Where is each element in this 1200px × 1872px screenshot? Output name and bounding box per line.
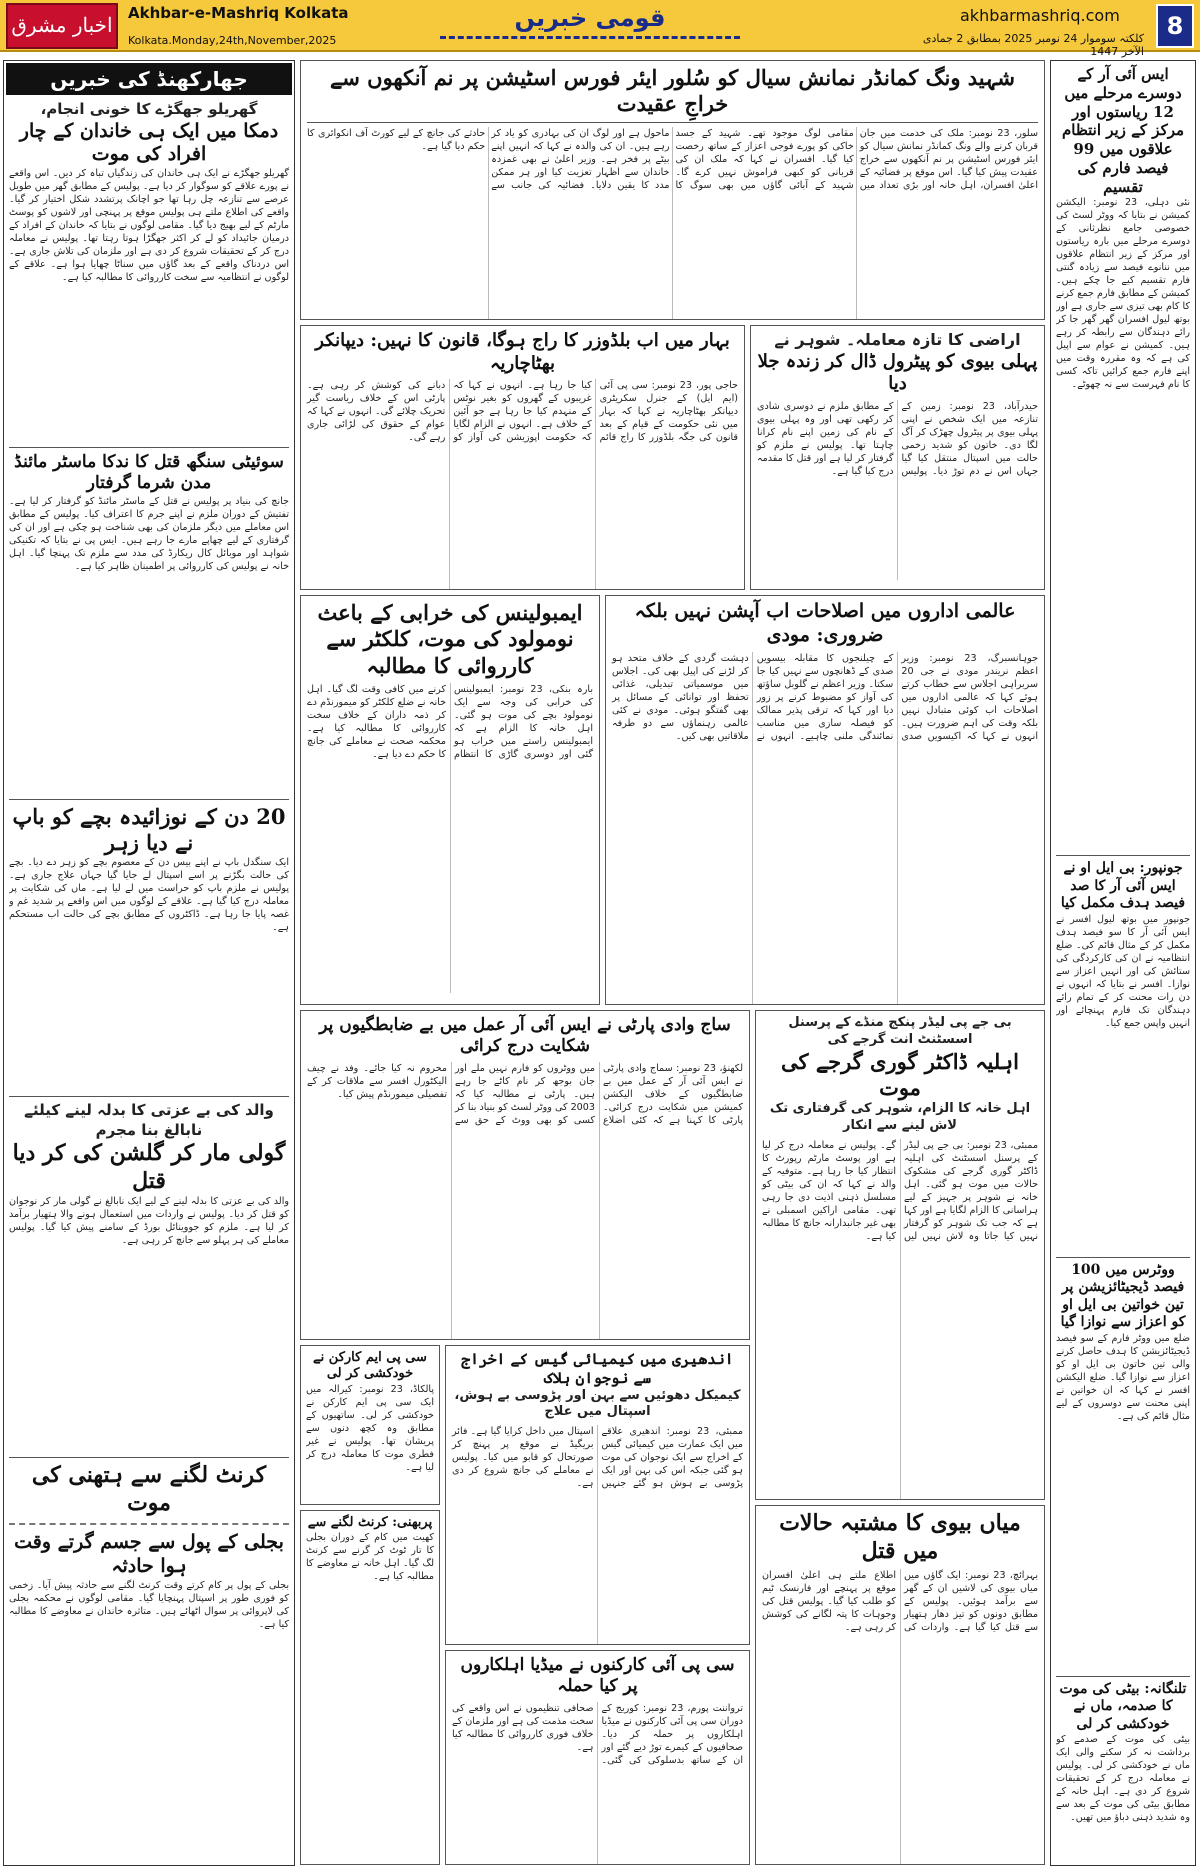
headline: سوئیٹی سنگھ قتل کا ندکا ماسٹر مائنڈ مدن شرما گرفتار (14, 452, 284, 494)
article-body: بیٹی کی موت کے صدمے کو برداشت نہ کر سکنے والی ایک ماں نے خودکشی کر لی۔ پولیس نے معاملہ درج کر کے تحقیقات شروع کر دی ہے۔ اہل خانہ کے مطابق بیٹی کی موت کے بعد سے وہ شدید ذہنی دباؤ میں تھیں۔ (1056, 1734, 1190, 1824)
headline: پہلی بیوی کو پیٹرول ڈال کر زندہ جلا دیا (757, 350, 1038, 395)
headline: ایمبولینس کی خرابی کے باعث نومولود کی موت، کلکٹر سے کارروائی کا مطالبہ (317, 600, 583, 678)
headline: میاں بیوی کا مشتبہ حالات میں قتل (779, 1510, 1021, 1564)
article-body: جونپور میں بوتھ لیول افسر نے ایس آئی آر کا سو فیصد ہدف مکمل کر کے مثال قائم کی۔ ضلع انتظامیہ نے ان کی کارکردگی کی ستائش کی اور انہیں اعزاز سے نوازا۔ افسر نے بتایا کہ انہوں نے دن رات محنت کر کے تمام رائے دہندگان تک فارم پہنچائے اور انہیں واپس جمع کیا۔ (1056, 913, 1190, 1029)
section-title: قومی خبریں (514, 4, 666, 32)
article-body: گھریلو جھگڑے نے ایک ہی خاندان کی زندگیاں تباہ کر دیں۔ اس واقعے نے پورے علاقے کو سوگوار کر دیا ہے۔ پولیس کے مطابق گھر میں طویل عرصے سے تنازعہ چل رہا تھا جو اچانک پرتشدد شکل اختیار کر گیا۔ واقعے کی اطلاع ملتے ہی پولیس موقع پر پہنچی اور لاشوں کو پوسٹ مارٹم کے لیے بھیج دیا گیا۔ مقامی لوگوں نے بتایا کہ خاندان کے افراد کے درمیان جائیداد کو لے کر اکثر جھگڑا ہوتا رہتا تھا۔ پولیس نے معاملہ درج کر کے تحقیقات شروع کر دی ہے اور ملزمان کی تلاش جاری ہے۔ اس دردناک واقعے کے بعد گاؤں میں سناٹا چھایا ہوا ہے۔ علاقے کے لوگوں نے انتظامیہ سے سخت کارروائی کا مطالبہ کیا ہے۔ (9, 168, 289, 283)
current-story (300, 1510, 440, 1865)
headline: شہید ونگ کمانڈر نمانش سیال کو سُلور ایئر فورس اسٹیشن پر نم آنکھوں سے خراجِ عقیدت (329, 65, 1016, 117)
sp-story (300, 1010, 750, 1340)
article-body: ممبئی، 23 نومبر: بی جے پی لیڈر کے پرسنل اسسٹنٹ کی اہلیہ ڈاکٹر گوری گرجے کی مشکوک حالات میں موت ہو گئی۔ اہل خانہ نے شوہر پر جہیز کے لیے ہراسانی کا الزام لگایا ہے اور کہا ہے کہ جب تک شوہر کو گرفتار نہیں کیا جاتا وہ لاش نہیں لیں گے۔ پولیس نے معاملہ درج کر لیا ہے اور پوسٹ مارٹم رپورٹ کا انتظار کیا جا رہا ہے۔ متوفیہ کے والد نے کہا کہ ان کی بیٹی کو مسلسل ذہنی اذیت دی جا رہی تھی۔ مقامی اراکین اسمبلی نے بھی غیر جانبدارانہ جانچ کا مطالبہ کیا ہے۔ (762, 1140, 1038, 1243)
article-body: ممبئی، 23 نومبر: اندھیری علاقے میں ایک عمارت میں کیمیائی گیس کے اخراج سے ایک نوجوان کی موت ہو گئی جبکہ اس کی بہن اور ایک پڑوسی بے ہوش ہو گئے جنہیں اسپتال میں داخل کرایا گیا ہے۔ فائر بریگیڈ نے موقع پر پہنچ کر صورتحال کو قابو میں کیا۔ پولیس نے معاملے کی جانچ شروع کر دی ہے۔ (452, 1426, 744, 1490)
headline: گولی مار کر گلشن کی کر دیا قتل (12, 1140, 286, 1194)
jharkhand-news-column (3, 60, 295, 1866)
headline: جونپور: بی ایل او نے ایس آئی آر کا صد فیصد ہدف مکمل کیا (1060, 860, 1186, 912)
gas-story (445, 1345, 750, 1645)
ambulance-story (300, 595, 600, 1005)
bihar-story (300, 325, 745, 590)
headline: دمکا میں ایک ہی خاندان کے چار افراد کی موت (19, 119, 279, 166)
headline: تلنگانہ: بیٹی کی موت کا صدمہ، ماں نے خودکشی کر لی (1059, 1680, 1187, 1732)
article-body: جوہانسبرگ، 23 نومبر: وزیر اعظم نریندر مودی نے جی 20 سربراہی اجلاس سے خطاب کرتے ہوئے کہا کہ عالمی اداروں میں اصلاحات اب کوئی متبادل نہیں بلکہ وقت کی اہم ضرورت ہیں۔ انہوں نے کہا کہ اکیسویں صدی کے چیلنجوں کا مقابلہ بیسویں صدی کے ڈھانچوں سے نہیں کیا جا سکتا۔ وزیر اعظم نے گلوبل ساؤتھ کی آواز کو مضبوط کرنے پر زور دیا اور کہا کہ ترقی پذیر ممالک کو فیصلہ سازی میں مناسب نمائندگی ملنی چاہیے۔ انہوں نے دہشت گردی کے خلاف متحد ہو کر لڑنے کی اپیل بھی کی۔ اجلاس میں موسمیاتی تبدیلی، غذائی تحفظ اور توانائی کے مسائل پر بھی گفتگو ہوئی۔ مودی نے کئی عالمی رہنماؤں سے دو طرفہ ملاقاتیں بھی کیں۔ (612, 652, 1038, 742)
english-date: Kolkata.Monday,24th,November,2025 (128, 34, 337, 47)
article-body: والد کی بے عزتی کا بدلہ لینے کے لیے ایک نابالغ نے گولی مار کر نوجوان کو قتل کر دیا۔ پولیس نے واردات میں استعمال ہونے والا ہتھیار برآمد کر لیا ہے۔ ملزم کو جووینائل بورڈ کے سامنے پیش کیا گیا۔ پولیس معاملے کی ہر پہلو سے جانچ کر رہی ہے۔ (9, 1196, 289, 1246)
article-body: جانچ کی بنیاد پر پولیس نے قتل کے ماسٹر مائنڈ کو گرفتار کر لیا ہے۔ تفتیش کے دوران ملزم نے اپنے جرم کا اعتراف کیا۔ پولیس کے مطابق اس معاملے میں دیگر ملزمان کی بھی شناخت ہو چکی ہے اور ان کی گرفتاری کے لیے چھاپے مارے جا رہے ہیں۔ ایس پی نے بتایا کہ تکنیکی شواہد اور موبائل کال ریکارڈ کی مدد سے ملزم تک پہنچا گیا۔ اہل خانہ نے پولیس کی کارروائی پر اطمینان ظاہر کیا ہے۔ (9, 495, 289, 572)
masthead (0, 0, 1200, 58)
headline: ووٹرس میں 100 فیصد ڈیجیٹائزیشن پر تین خواتین بی ایل او کو اعزاز سے نوازا گیا (1060, 1261, 1186, 1331)
article-body: بہرائچ، 23 نومبر: ایک گاؤں میں میاں بیوی کی لاشیں ان کے گھر سے برآمد ہوئیں۔ پولیس کے مطابق دونوں کو تیز دھار ہتھیار سے قتل کیا گیا ہے۔ واردات کی اطلاع ملتے ہی اعلیٰ افسران موقع پر پہنچے اور فارنسک ٹیم کو طلب کیا گیا۔ پولیس قتل کی وجوہات کا پتہ لگانے کی کوشش کر رہی ہے۔ (762, 1570, 1038, 1633)
article-body: بارہ بنکی، 23 نومبر: ایمبولینس کی خرابی کی وجہ سے ایک نومولود بچے کی موت ہو گئی۔ اہل خانہ کا الزام ہے کہ ایمبولینس راستے میں خراب ہو گئی اور دوسری گاڑی کا انتظام کرنے میں کافی وقت لگ گیا۔ اہل خانہ نے ضلع کلکٹر کو میمورنڈم دے کر ذمہ داران کے خلاف سخت کارروائی کا مطالبہ کیا ہے۔ محکمہ صحت نے معاملے کی جانچ کا حکم دے دیا ہے۔ (307, 683, 593, 760)
modi-story (605, 595, 1045, 1005)
headline: ایس آئی آر کے دوسرے مرحلے میں 12 ریاستوں اور مرکز کے زیر انتظام علاقوں میں 99 فیصد فارم کی تقسیم (1061, 65, 1185, 196)
headline: اہلیہ ڈاکٹر گوری گرجے کی موت (781, 1048, 1019, 1101)
headline-kicker: والد کی بے عزتی کا بدلہ لینے کیلئے نابالغ بنا مجرم (24, 1101, 274, 1139)
headline-kicker: بی جے پی لیڈر پنکج منڈے کے پرسنل اسسٹنٹ انت گرجے کی (788, 1015, 1012, 1047)
article-body: کھیت میں کام کے دوران بجلی کا تار ٹوٹ کر گرنے سے کرنٹ لگ گیا۔ اہل خانہ نے معاوضے کا مطالبہ کیا ہے۔ (306, 1532, 434, 1583)
article-body: نئی دہلی، 23 نومبر: الیکشن کمیشن نے بتایا کہ ووٹر لسٹ کی خصوصی جامع نظرثانی کے دوسرے مرحلے میں بارہ ریاستوں اور مرکز کے زیر انتظام علاقوں میں ننانوے فیصد سے زیادہ گنتی فارم تقسیم کیے جا چکے ہیں۔ کمیشن کے مطابق فارم جمع کرنے کا کام بھی تیزی سے جاری ہے اور بوتھ لیول افسران گھر گھر جا کر رائے دہندگان سے رابطہ کر رہے ہیں۔ کمیشن نے عوام سے اپیل کی ہے کہ وہ مقررہ وقت میں اپنے فارم جمع کرائیں تاکہ کسی کا نام فہرست سے نہ چھوٹے۔ (1056, 197, 1190, 391)
sub-headline: اہل خانہ کا الزام، شوہر کی گرفتاری تک لاش لینے سے انکار (769, 1101, 1031, 1134)
article-body: ضلع میں ووٹر فارم کے سو فیصد ڈیجیٹائزیشن کا ہدف حاصل کرنے والی تین خاتون بی ایل او کو اعزاز سے نوازا گیا۔ ضلع الیکشن افسر نے کہا کہ ان خواتین نے اپنی محنت سے دوسروں کے لیے مثال قائم کی ہے۔ (1056, 1332, 1190, 1422)
sub-headline: کیمیکل دھوئیں سے بہن اور پڑوسی بے ہوش، اسپتال میں علاج (454, 1387, 741, 1420)
headline: بہار میں اب بلڈوزر کا راج ہوگا، قانون کا نہیں: دیپانکر بھٹاچاریہ (315, 330, 730, 374)
headline: 20 دن کے نوزائیدہ بچے کو باپ نے دیا زہر (12, 803, 286, 855)
headline: اندھیری میں کیمیائی گیس کے اخراج سے نوجوان ہلاک (461, 1350, 734, 1387)
article-body: ایک سنگدل باپ نے اپنے بیس دن کے معصوم بچے کو زہر دے دیا۔ بچے کی حالت بگڑنے پر اسے اسپتال لے جایا گیا جہاں علاج جاری ہے۔ پولیس نے ملزم باپ کو حراست میں لے لیا ہے۔ ماں کی شکایت پر معاملہ درج کیا گیا ہے۔ علاقے کے لوگوں میں اس واقعے پر شدید غم و غصہ پایا جا رہا ہے۔ ڈاکٹروں کے مطابق بچے کی حالت اب مستحکم ہے۔ (9, 857, 289, 933)
urdu-date: کلکتہ سوموار 24 نومبر 2025 بمطابق 2 جمادی الآخر 1447 (922, 32, 1144, 58)
title-underline (440, 36, 740, 39)
top-story (300, 60, 1045, 320)
paper-name: Akhbar-e-Mashriq Kolkata (128, 4, 349, 22)
arson-story (750, 325, 1045, 590)
jharkhand-banner: جھارکھنڈ کی خبریں (6, 63, 292, 95)
logo: اخبار مشرق (6, 3, 118, 49)
article-body: حیدرآباد، 23 نومبر: زمین کے تنازعہ میں ایک شخص نے اپنی پہلی بیوی پر پیٹرول چھڑک کر آگ لگا دی۔ خاتون کو شدید زخمی حالت میں اسپتال منتقل کیا گیا جہاں اس نے دم توڑ دیا۔ پولیس کے مطابق ملزم نے دوسری شادی کر رکھی تھی اور وہ پہلی بیوی کے نام کی زمین اپنے نام کرانا چاہتا تھا۔ پولیس نے ملزم کو گرفتار کر لیا ہے اور قتل کا مقدمہ درج کیا گیا ہے۔ (757, 400, 1038, 477)
headline: ساج وادی پارٹی نے ایس آئی آر عمل میں بے ضابطگیوں پر شکایت درج کرائی (319, 1015, 731, 1057)
article-body: لکھنؤ، 23 نومبر: سماج وادی پارٹی نے ایس آئی آر کے عمل میں بے ضابطگیوں کے خلاف الیکشن کمیشن میں شکایت درج کرائی۔ پارٹی کا کہنا ہے کہ کئی اضلاع میں ووٹروں کو فارم نہیں ملے اور جان بوجھ کر نام کاٹے جا رہے ہیں۔ پارٹی نے مطالبہ کیا کہ 2003 کی ووٹر لسٹ کو بنیاد بنا کر کسی کو بھی ووٹ کے حق سے محروم نہ کیا جائے۔ وفد نے چیف الیکٹورل افسر سے ملاقات کر کے تفصیلی میمورنڈم پیش کیا۔ (307, 1062, 744, 1126)
article-body: سلور، 23 نومبر: ملک کی خدمت میں جان قربان کرنے والے ونگ کمانڈر نمانش سیال کو ایئر فورس اسٹیشن پر نم آنکھوں سے خراج عقیدت پیش کیا گیا۔ اس موقع پر فضائیہ کے اعلیٰ افسران، اہل خانہ اور بڑی تعداد میں مقامی لوگ موجود تھے۔ شہید کے جسد خاکی کو پورے فوجی اعزاز کے ساتھ رخصت کیا گیا۔ افسران نے کہا کہ ملک ان کی قربانی کو کبھی فراموش نہیں کرے گا۔ شہید کے آبائی گاؤں میں بھی سوگ کا ماحول ہے اور لوگ ان کی بہادری کو یاد کر رہے ہیں۔ ان کی والدہ نے کہا کہ انہیں اپنے بیٹے پر فخر ہے۔ وزیر اعلیٰ نے بھی غمزدہ خاندان سے اظہار تعزیت کیا اور ہر ممکن مدد کا یقین دلایا۔ فضائیہ کی جانب سے حادثے کی جانچ کے لیے کورٹ آف انکوائری کا حکم دیا گیا ہے۔ (307, 127, 1038, 191)
couple-story (755, 1505, 1045, 1865)
cpm-story (300, 1345, 440, 1505)
site-url[interactable]: akhbarmashriq.com (960, 6, 1120, 25)
headline: کرنٹ لگنے سے ہتھنی کی موت (31, 1462, 267, 1516)
doctor-story (755, 1010, 1045, 1500)
headline-kicker: اراضی کا تازہ معاملہ۔ شوہر نے (774, 330, 1021, 349)
headline: سی پی آئی کارکنوں نے میڈیا اہلکاروں پر کیا حملہ (460, 1655, 735, 1697)
article-body: حاجی پور، 23 نومبر: سی پی آئی (ایم ایل) کے جنرل سکریٹری دیپانکر بھٹاچاریہ نے کہا کہ بہار میں نئی حکومت کے قیام کے بعد قانون کی جگہ بلڈوزر کا راج قائم کیا جا رہا ہے۔ انہوں نے کہا کہ غریبوں کے گھروں کو بغیر نوٹس کے منہدم کیا جا رہا ہے جو آئین کے خلاف ہے۔ انہوں نے الزام لگایا کہ حکومت اپوزیشن کی آواز کو دبانے کی کوشش کر رہی ہے۔ پارٹی اس کے خلاف ریاست گیر تحریک چلائے گی۔ انہوں نے کہا کہ عوام کے حقوق کی لڑائی جاری رہے گی۔ (307, 380, 738, 443)
article-body: پالکاڈ، 23 نومبر: کیرالہ میں ایک سی پی ایم کارکن نے خودکشی کر لی۔ ساتھیوں کے مطابق وہ کچھ دنوں سے پریشان تھا۔ پولیس نے غیر فطری موت کا معاملہ درج کر لیا ہے۔ (306, 1383, 434, 1473)
headline: عالمی اداروں میں اصلاحات اب آپشن نہیں بلکہ ضروری: مودی (634, 600, 1016, 646)
page-number: 8 (1156, 4, 1194, 48)
headline: بجلی کے پول سے جسم گرتے وقت ہوا حادثہ (14, 1531, 284, 1577)
article-body: بجلی کے پول پر کام کرتے وقت کرنٹ لگنے سے حادثہ پیش آیا۔ زخمی کو فوری طور پر اسپتال پہنچایا گیا۔ مقامی لوگوں نے محکمہ بجلی کی لاپروائی پر سوال اٹھائے ہیں۔ متاثرہ خاندان نے معاوضے کا مطالبہ کیا ہے۔ (9, 1579, 289, 1630)
right-news-column (1050, 60, 1196, 1866)
headline: پربھنی: کرنٹ لگنے سے (307, 1515, 433, 1530)
headline: سی پی ایم کارکن نے خودکشی کر لی (313, 1350, 427, 1382)
headline-kicker: گھریلو جھگڑے کا خونی انجام، (40, 100, 258, 118)
article-body: ترواننت پورم، 23 نومبر: کوریج کے دوران سی پی آئی کارکنوں نے میڈیا اہلکاروں پر حملہ کر دیا۔ صحافیوں کے کیمرے توڑ دیے گئے اور ان کے ساتھ بدسلوکی کی گئی۔ صحافی تنظیموں نے اس واقعے کی سخت مذمت کی ہے اور ملزمان کے خلاف فوری کارروائی کا مطالبہ کیا ہے۔ (452, 1702, 743, 1766)
media-attack-story (445, 1650, 750, 1865)
